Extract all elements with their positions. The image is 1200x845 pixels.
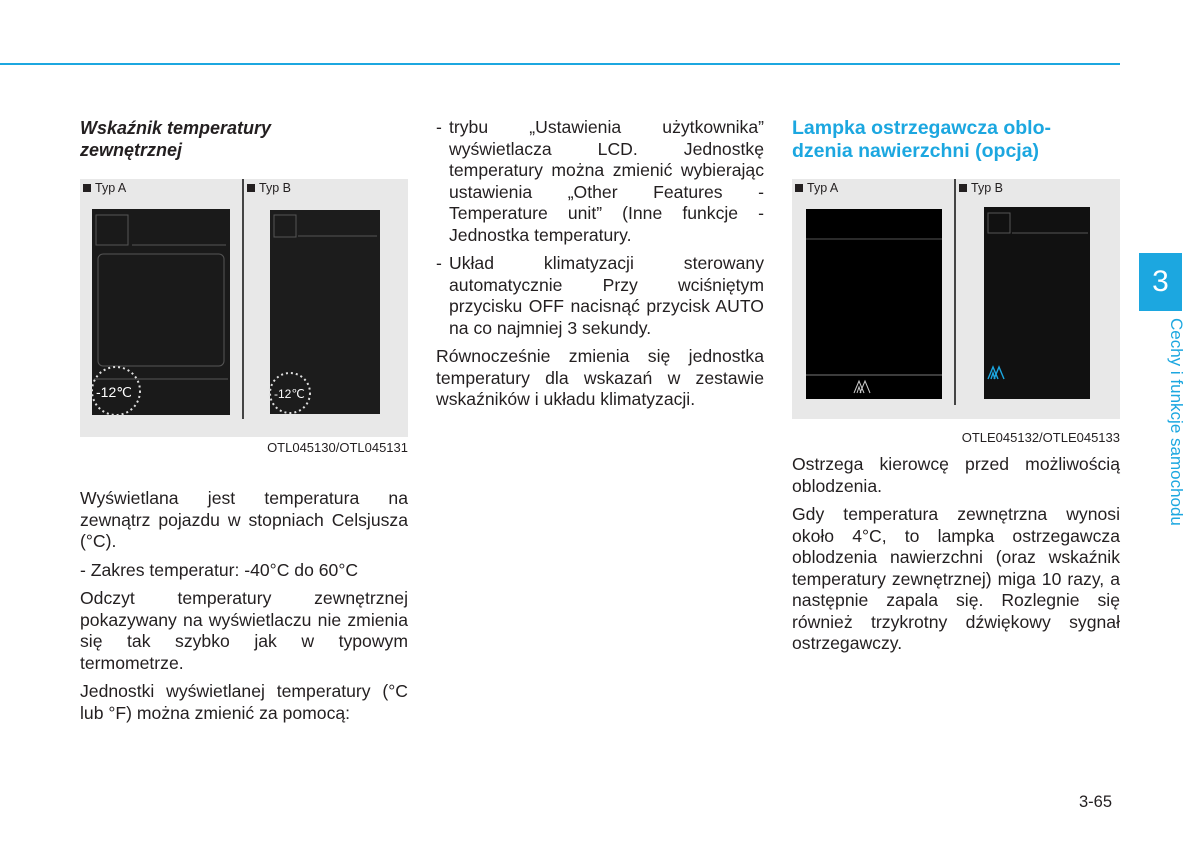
type-a-label: Typ A — [795, 181, 838, 195]
top-rule — [0, 63, 1120, 65]
type-b-screen — [270, 210, 380, 414]
type-a-temperature: -12℃ — [96, 384, 132, 400]
section-heading-outside-temperature: Wskaźnik temperatury zewnętrznej — [80, 118, 272, 160]
left-column — [80, 117, 408, 731]
paragraph: Gdy temperatura zewnętrzna wynosi około 4°C, to lampka ostrzegawcza oblodzenia nawierzchni (oraz wskaźnik temperatury zewnętrznej) miga 10 razy, a następnie zapala się. Rozlegnie się również trzykrotny dźwiękowy sygnał ostrzegawczy. — [792, 504, 1120, 653]
chapter-tab: 3 — [1139, 253, 1182, 311]
cluster-screens-illustration — [80, 179, 408, 437]
type-b-label: Typ B — [959, 181, 1003, 195]
page-number: 3-65 — [1079, 793, 1113, 811]
type-b-label: Typ B — [247, 181, 291, 195]
figure-code: OTLE045132/OTLE045133 — [961, 430, 1120, 445]
type-a-label: Typ A — [83, 181, 126, 195]
type-b-temperature: -12℃ — [274, 387, 305, 401]
section-heading-icy-road-warning: Lampka ostrzegawcza oblo- dzenia nawierzchni (opcja) — [792, 117, 1051, 162]
cluster-screens-illustration — [792, 179, 1120, 419]
paragraph: Wyświetlana jest temperatura na zewnątrz pojazdu w stopniach Celsjusza (°C). — [80, 488, 408, 551]
list-item: - Układ klimatyzacji sterowany automatycznie Przy wciśniętym przycisku OFF nacisnąć przycisk AUTO na co najmniej 3 sekundy. — [436, 253, 764, 338]
list-item: - trybu „Ustawienia użytkownika” wyświetlacza LCD. Jednostkę temperatury można zmienić wybierając ustawienia „Other Features - Temperature unit” (Inne funkcje - Jednostka temperatury. — [436, 117, 764, 245]
figure-code: OTL045130/OTL045131 — [267, 440, 408, 455]
middle-column — [436, 117, 764, 418]
paragraph: Odczyt temperatury zewnętrznej pokazywany na wyświetlaczu nie zmienia się tak szybko jak w typowym termometrze. — [80, 588, 408, 673]
figure-temperature-display — [80, 179, 408, 437]
paragraph: Równocześnie zmienia się jednostka temperatury dla wskazań w zestawie wskaźników i układu klimatyzacji. — [436, 346, 764, 409]
chapter-title: Cechy i funkcje samochodu — [1167, 318, 1186, 526]
right-column — [792, 117, 1120, 662]
type-a-screen — [806, 209, 942, 399]
paragraph: Ostrzega kierowcę przed możliwością oblodzenia. — [792, 454, 1120, 496]
figure-icy-road-display — [792, 179, 1120, 419]
paragraph: Jednostki wyświetlanej temperatury (°C lub °F) można zmienić za pomocą: — [80, 681, 408, 723]
paragraph: - Zakres temperatur: -40°C do 60°C — [80, 559, 359, 580]
